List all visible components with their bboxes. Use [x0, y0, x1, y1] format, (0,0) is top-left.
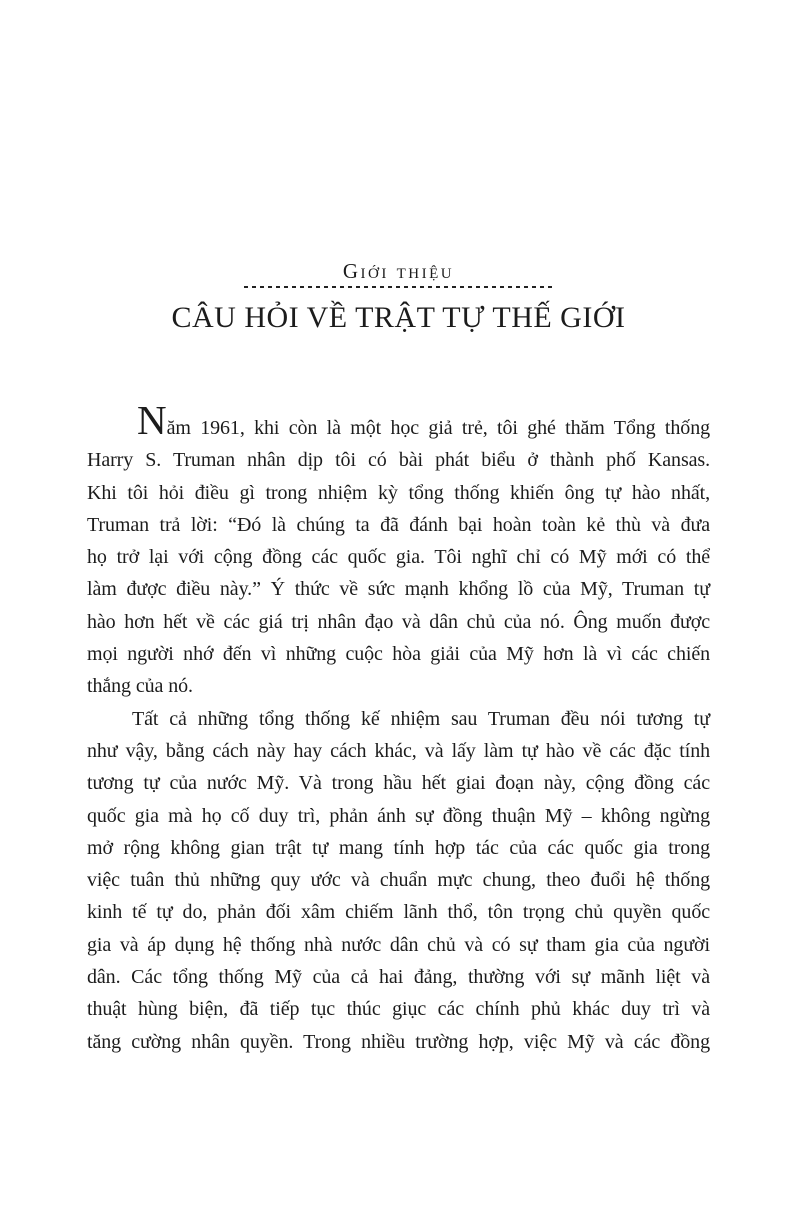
text-line: Truman trả lời: “Đó là chúng ta đã đánh bại hoàn toàn kẻ thù và đưa	[87, 513, 710, 536]
text-line: tăng cường nhân quyền. Trong nhiều trường hợp, việc Mỹ và các đồng	[87, 1030, 710, 1053]
body-text	[87, 397, 710, 1058]
text-line: Khi tôi hỏi điều gì trong nhiệm kỳ tổng thống khiến ông tự hào nhất,	[87, 481, 710, 504]
chapter-title: CÂU HỎI VỀ TRẬT TỰ THẾ GIỚI	[171, 301, 626, 334]
text-line: dân. Các tổng thống Mỹ của cả hai đảng, thường với sự mãnh liệt và	[87, 966, 710, 989]
text-line: quốc gia mà họ cố duy trì, phản ánh sự đồng thuận Mỹ – không ngừng	[87, 804, 710, 827]
chapter-kicker: Giới thiệu	[342, 259, 455, 283]
text-line: Năm 1961, khi còn là một học giả trẻ, tôi ghé thăm Tổng thống	[137, 397, 710, 443]
dashed-rule	[244, 286, 554, 288]
text-line: việc tuân thủ những quy ước và chuẩn mực chung, theo đuổi hệ thống	[87, 869, 710, 892]
paragraph	[87, 397, 710, 703]
text-line: hào hơn hết về các giá trị nhân đạo và dân chủ của nó. Ông muốn được	[87, 610, 710, 633]
paragraph	[87, 703, 710, 1058]
text-line: tương tự của nước Mỹ. Và trong hầu hết giai đoạn này, cộng đồng các	[87, 772, 710, 795]
text-line: Harry S. Truman nhân dịp tôi có bài phát biểu ở thành phố Kansas.	[87, 449, 710, 472]
text-line: họ trở lại với cộng đồng các quốc gia. Tôi nghĩ chỉ có Mỹ mới có thể	[87, 546, 710, 569]
text-line: thuật hùng biện, đã tiếp tục thúc giục các chính phủ khác duy trì và	[87, 998, 710, 1021]
chapter-heading	[87, 260, 710, 334]
text-line: Tất cả những tổng thống kế nhiệm sau Truman đều nói tương tự	[132, 707, 710, 730]
text-line: kinh tế tự do, phản đối xâm chiếm lãnh thổ, tôn trọng chủ quyền quốc	[87, 901, 710, 924]
text-line: mở rộng không gian trật tự mang tính hợp tác của các quốc gia trong	[87, 836, 710, 859]
initial-capital: N	[137, 397, 167, 443]
text-line: gia và áp dụng hệ thống nhà nước dân chủ và có sự tham gia của người	[87, 933, 710, 956]
text-line: như vậy, bằng cách này hay cách khác, và lấy làm tự hào về các đặc tính	[87, 739, 710, 762]
text-line: làm được điều này.” Ý thức về sức mạnh khổng lồ của Mỹ, Truman tự	[87, 578, 710, 601]
text-line: thắng của nó.	[87, 675, 193, 698]
text-line: mọi người nhớ đến vì những cuộc hòa giải của Mỹ hơn là vì các chiến	[87, 643, 710, 666]
